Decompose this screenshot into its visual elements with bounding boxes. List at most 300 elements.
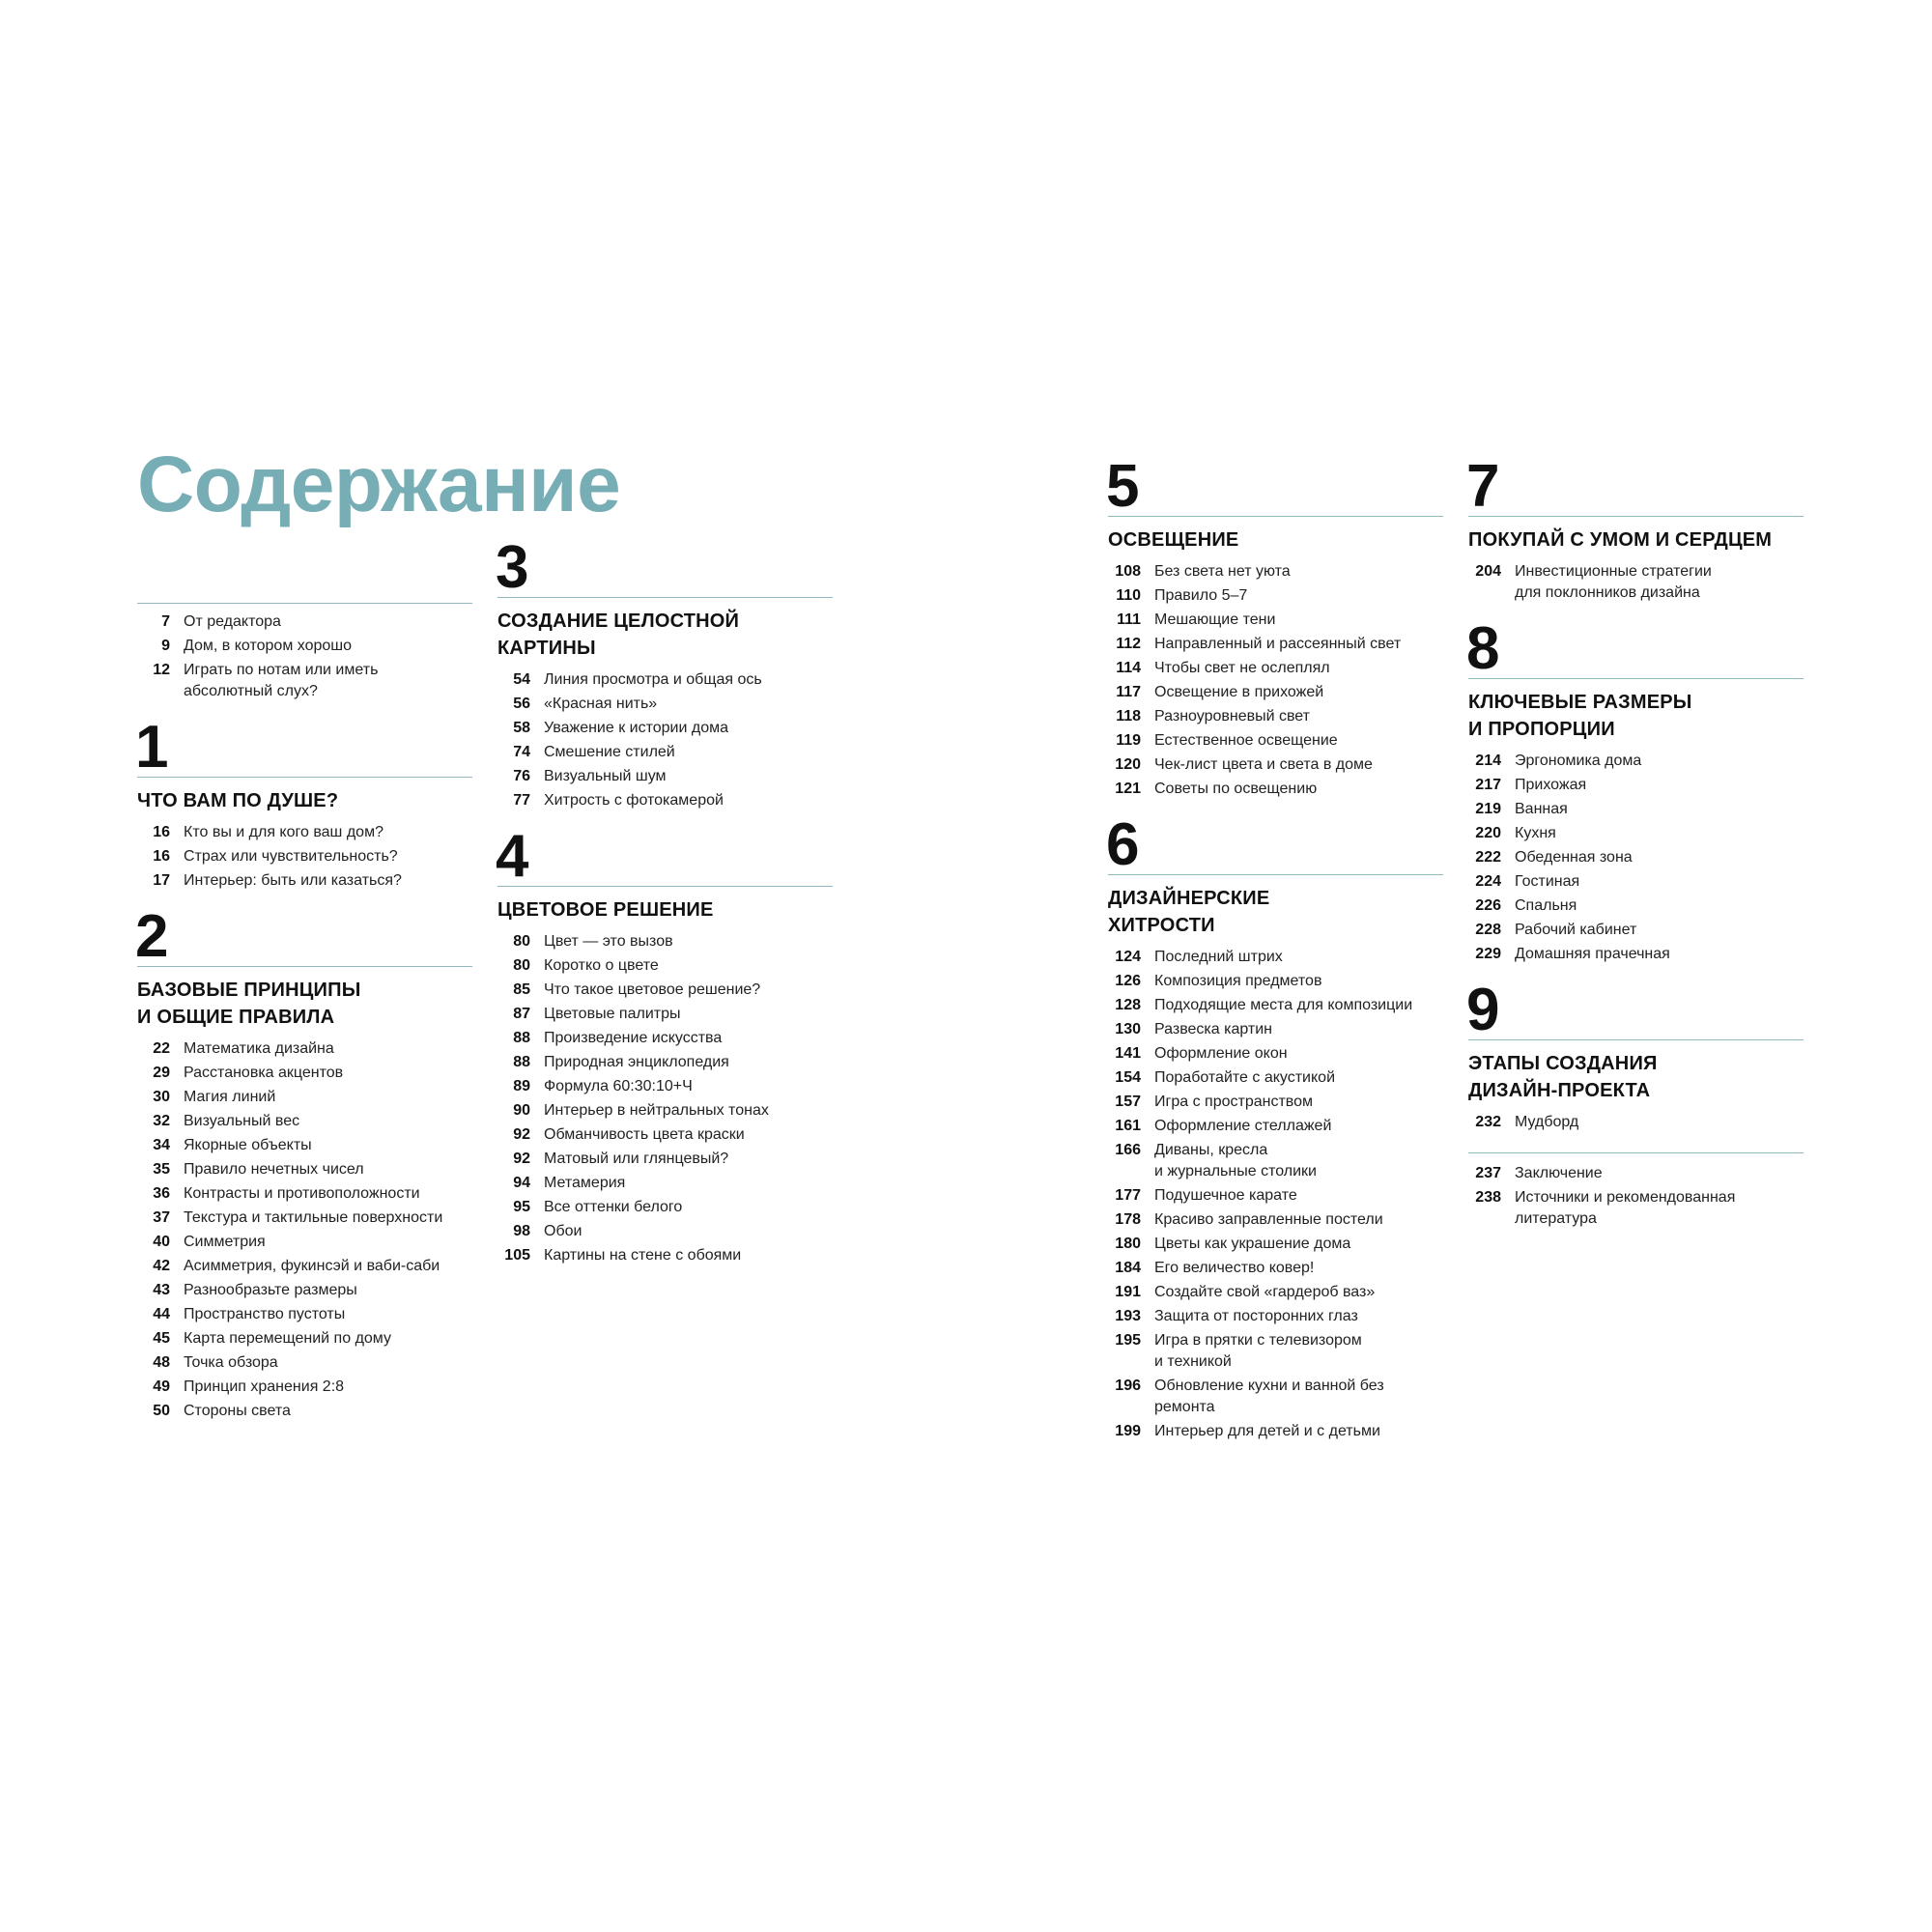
- entry-title: Смешение стилей: [544, 744, 675, 760]
- entry-title: Картины на стене с обоями: [544, 1247, 742, 1264]
- chapter-number: 5: [1106, 453, 1140, 520]
- toc-entry[interactable]: [137, 1135, 472, 1156]
- toc-entry[interactable]: [137, 1063, 472, 1084]
- entry-page-number: 226: [1475, 897, 1501, 914]
- toc-entry[interactable]: [1468, 799, 1804, 820]
- toc-entry[interactable]: [497, 1173, 833, 1194]
- chapter-title[interactable]: ДИЗАЙНЕРСКИЕ ХИТРОСТИ: [1108, 888, 1270, 936]
- entry-list: [1108, 561, 1443, 800]
- entry-page-number: 180: [1115, 1236, 1141, 1252]
- toc-entry[interactable]: [1108, 971, 1443, 992]
- entry-page-number: 220: [1475, 825, 1501, 841]
- toc-entry[interactable]: [497, 1149, 833, 1170]
- chapter-9: [1466, 977, 1804, 1133]
- entry-title: Направленный и рассеянный свет: [1154, 636, 1402, 652]
- entry-title: Магия линий: [184, 1089, 276, 1105]
- entry-page-number: 76: [513, 768, 530, 784]
- entry-page-number: 92: [513, 1151, 530, 1167]
- toc-entry[interactable]: [1108, 1330, 1443, 1373]
- entry-page-number: 22: [153, 1040, 170, 1057]
- entry-title: Пространство пустоты: [184, 1306, 346, 1322]
- toc-entry[interactable]: [137, 1232, 472, 1253]
- toc-entry[interactable]: [137, 1038, 472, 1060]
- chapter-7: [1466, 453, 1804, 604]
- entry-page-number: 89: [513, 1078, 530, 1094]
- entry-title: Расстановка акцентов: [184, 1065, 344, 1081]
- entry-list: [137, 822, 472, 892]
- entry-page-number: 54: [513, 671, 530, 688]
- toc-entry[interactable]: [1108, 1185, 1443, 1207]
- entry-page-number: 85: [513, 981, 530, 998]
- toc-entry[interactable]: [497, 790, 833, 811]
- entry-title: Интерьер для детей и с детьми: [1154, 1423, 1380, 1439]
- entry-page-number: 80: [513, 933, 530, 950]
- chapter-title[interactable]: ЧТО ВАМ ПО ДУШЕ?: [137, 790, 339, 811]
- chapter-2: [135, 903, 472, 1422]
- toc-entry[interactable]: [497, 766, 833, 787]
- chapter-number: 7: [1466, 453, 1500, 520]
- toc-entry[interactable]: [1108, 585, 1443, 607]
- entry-page-number: 16: [153, 848, 170, 865]
- toc-entry[interactable]: [1468, 775, 1804, 796]
- entry-title: Защита от посторонних глаз: [1154, 1308, 1358, 1324]
- toc-entry[interactable]: [497, 931, 833, 952]
- entry-page-number: 195: [1115, 1332, 1141, 1349]
- entry-title: Развеска картин: [1154, 1021, 1273, 1037]
- toc-entry[interactable]: [137, 846, 472, 867]
- entry-list: [1468, 561, 1804, 604]
- entry-title: Линия просмотра и общая ось: [544, 671, 762, 688]
- chapter-title[interactable]: ЭТАПЫ СОЗДАНИЯ ДИЗАЙН-ПРОЕКТА: [1468, 1053, 1658, 1101]
- toc-entry[interactable]: [1468, 847, 1804, 868]
- entry-page-number: 157: [1115, 1094, 1141, 1110]
- toc-column-3: [1106, 453, 1443, 1459]
- toc-entry[interactable]: [1108, 1116, 1443, 1137]
- entry-title: Асимметрия, фукинсэй и ваби-саби: [184, 1258, 440, 1274]
- entry-page-number: 105: [504, 1247, 530, 1264]
- entry-page-number: 128: [1115, 997, 1141, 1013]
- toc-entry[interactable]: [1108, 1282, 1443, 1303]
- chapter-title[interactable]: ЦВЕТОВОЕ РЕШЕНИЕ: [497, 899, 714, 921]
- entry-list: [137, 1038, 472, 1422]
- toc-entry[interactable]: [1108, 634, 1443, 655]
- entry-page-number: 50: [153, 1403, 170, 1419]
- entry-page-number: 48: [153, 1354, 170, 1371]
- section-divider: [1468, 1152, 1804, 1153]
- chapter-6: [1106, 811, 1443, 1442]
- entry-title: Играть по нотам или иметь абсолютный слух?: [184, 662, 379, 699]
- chapter-number: 2: [135, 903, 169, 970]
- entry-page-number: 121: [1115, 781, 1141, 797]
- section-divider: [137, 603, 472, 604]
- entry-list: [1468, 1112, 1804, 1133]
- entry-title: Обои: [544, 1223, 582, 1239]
- entry-title: Симметрия: [184, 1234, 266, 1250]
- entry-title: Оформление стеллажей: [1154, 1118, 1332, 1134]
- entry-page-number: 224: [1475, 873, 1501, 890]
- entry-list: [1468, 751, 1804, 965]
- entry-title: Чек-лист цвета и света в доме: [1154, 756, 1373, 773]
- toc-entry[interactable]: [1108, 658, 1443, 679]
- chapter-number: 9: [1466, 977, 1500, 1043]
- entry-title: Кто вы и для кого ваш дом?: [184, 824, 384, 840]
- entry-title: Эргономика дома: [1515, 753, 1642, 769]
- entry-title: Все оттенки белого: [544, 1199, 683, 1215]
- entry-title: От редактора: [184, 613, 281, 630]
- toc-entry[interactable]: [497, 1197, 833, 1218]
- entry-title: Естественное освещение: [1154, 732, 1338, 749]
- entry-title: Визуальный вес: [184, 1113, 300, 1129]
- entry-page-number: 7: [161, 613, 170, 630]
- entry-list: [497, 669, 833, 811]
- toc-entry[interactable]: [1108, 682, 1443, 703]
- entry-title: Рабочий кабинет: [1515, 922, 1637, 938]
- entry-title: Обновление кухни и ванной без ремонта: [1154, 1378, 1384, 1415]
- toc-entry[interactable]: [137, 1159, 472, 1180]
- entry-page-number: 9: [161, 638, 170, 654]
- intro-section: [137, 603, 472, 702]
- chapter-divider: [1468, 1039, 1804, 1040]
- entry-page-number: 98: [513, 1223, 530, 1239]
- entry-page-number: 43: [153, 1282, 170, 1298]
- toc-entry[interactable]: [1108, 561, 1443, 582]
- entry-page-number: 119: [1116, 732, 1141, 749]
- entry-page-number: 80: [513, 957, 530, 974]
- chapter-divider: [1468, 516, 1804, 517]
- toc-entry[interactable]: [1468, 751, 1804, 772]
- toc-entry[interactable]: [1108, 1306, 1443, 1327]
- toc-entry[interactable]: [1108, 730, 1443, 752]
- entry-page-number: 118: [1116, 708, 1141, 724]
- entry-title: Цвет — это вызов: [544, 933, 673, 950]
- entry-page-number: 117: [1116, 684, 1141, 700]
- toc-column-1: [137, 603, 472, 1438]
- entry-title: Правило нечетных чисел: [184, 1161, 364, 1178]
- entry-page-number: 228: [1475, 922, 1501, 938]
- entry-page-number: 191: [1115, 1284, 1141, 1300]
- chapter-divider: [1108, 516, 1443, 517]
- chapter-number: 3: [496, 534, 529, 601]
- entry-title: Поработайте с акустикой: [1154, 1069, 1336, 1086]
- toc-entry[interactable]: [1108, 1019, 1443, 1040]
- toc-entry[interactable]: [1468, 871, 1804, 893]
- entry-page-number: 219: [1475, 801, 1501, 817]
- toc-entry[interactable]: [1108, 947, 1443, 968]
- toc-entry[interactable]: [1108, 995, 1443, 1016]
- entry-page-number: 110: [1116, 587, 1141, 604]
- entry-title: Правило 5–7: [1154, 587, 1248, 604]
- chapter-3: [496, 534, 833, 811]
- entry-page-number: 237: [1475, 1165, 1501, 1181]
- entry-title: Создайте свой «гардероб ваз»: [1154, 1284, 1376, 1300]
- chapter-5: [1106, 453, 1443, 800]
- entry-page-number: 29: [153, 1065, 170, 1081]
- entry-page-number: 120: [1115, 756, 1141, 773]
- chapter-8: [1466, 615, 1804, 965]
- entry-page-number: 88: [513, 1030, 530, 1046]
- entry-page-number: 154: [1115, 1069, 1141, 1086]
- toc-entry[interactable]: [497, 718, 833, 739]
- entry-title: Метамерия: [544, 1175, 626, 1191]
- toc-entry[interactable]: [1468, 1187, 1804, 1230]
- page-title: Содержание: [137, 440, 621, 528]
- toc-entry[interactable]: [1108, 754, 1443, 776]
- entry-page-number: 87: [513, 1006, 530, 1022]
- entry-page-number: 114: [1116, 660, 1141, 676]
- entry-title: Оформление окон: [1154, 1045, 1288, 1062]
- entry-page-number: 196: [1115, 1378, 1141, 1394]
- toc-entry[interactable]: [1468, 561, 1804, 604]
- entry-title: Уважение к истории дома: [544, 720, 728, 736]
- entry-title: Стороны света: [184, 1403, 291, 1419]
- entry-title: Матовый или глянцевый?: [544, 1151, 729, 1167]
- entry-list: [1468, 1163, 1804, 1230]
- toc-entry[interactable]: [497, 1028, 833, 1049]
- entry-title: Цветовые палитры: [544, 1006, 681, 1022]
- entry-page-number: 214: [1475, 753, 1501, 769]
- entry-page-number: 108: [1115, 563, 1141, 580]
- toc-entry[interactable]: [137, 636, 472, 657]
- entry-title: Подушечное карате: [1154, 1187, 1297, 1204]
- entry-page-number: 12: [153, 662, 170, 678]
- entry-title: Текстура и тактильные поверхности: [184, 1209, 443, 1226]
- toc-column-4: [1466, 453, 1804, 1246]
- toc-entry[interactable]: [137, 1208, 472, 1229]
- toc-entry[interactable]: [1108, 1376, 1443, 1418]
- toc-entry[interactable]: [137, 870, 472, 892]
- entry-page-number: 217: [1475, 777, 1501, 793]
- toc-entry[interactable]: [497, 1100, 833, 1122]
- entry-page-number: 45: [153, 1330, 170, 1347]
- toc-entry[interactable]: [1108, 1140, 1443, 1182]
- entry-page-number: 166: [1115, 1142, 1141, 1158]
- entry-page-number: 77: [513, 792, 530, 809]
- toc-entry[interactable]: [137, 1401, 472, 1422]
- entry-title: Контрасты и противоположности: [184, 1185, 420, 1202]
- entry-title: Цветы как украшение дома: [1154, 1236, 1351, 1252]
- entry-title: Хитрость с фотокамерой: [544, 792, 724, 809]
- entry-title: Игра в прятки с телевизором и техникой: [1154, 1332, 1362, 1370]
- entry-page-number: 177: [1115, 1187, 1141, 1204]
- entry-page-number: 161: [1115, 1118, 1141, 1134]
- toc-entry[interactable]: [497, 1004, 833, 1025]
- entry-page-number: 94: [513, 1175, 530, 1191]
- entry-title: Советы по освещению: [1154, 781, 1318, 797]
- toc-entry[interactable]: [1468, 920, 1804, 941]
- entry-title: Последний штрих: [1154, 949, 1283, 965]
- entry-page-number: 32: [153, 1113, 170, 1129]
- entry-title: Спальня: [1515, 897, 1577, 914]
- entry-title: Освещение в прихожей: [1154, 684, 1324, 700]
- entry-title: Диваны, кресла и журнальные столики: [1154, 1142, 1317, 1179]
- toc-entry[interactable]: [137, 660, 472, 702]
- entry-page-number: 238: [1475, 1189, 1501, 1206]
- chapter-divider: [497, 886, 833, 887]
- entry-title: Что такое цветовое решение?: [544, 981, 761, 998]
- entry-title: Мешающие тени: [1154, 611, 1276, 628]
- entry-page-number: 229: [1475, 946, 1501, 962]
- entry-page-number: 92: [513, 1126, 530, 1143]
- entry-title: Точка обзора: [184, 1354, 278, 1371]
- toc-entry[interactable]: [497, 742, 833, 763]
- chapter-divider: [1108, 874, 1443, 875]
- toc-entry[interactable]: [1108, 1234, 1443, 1255]
- chapter-number: 6: [1106, 811, 1140, 878]
- entry-page-number: 44: [153, 1306, 170, 1322]
- entry-page-number: 56: [513, 696, 530, 712]
- toc-entry[interactable]: [137, 1304, 472, 1325]
- toc-entry[interactable]: [1468, 895, 1804, 917]
- entry-title: Чтобы свет не ослеплял: [1154, 660, 1330, 676]
- entry-title: Разнообразьте размеры: [184, 1282, 357, 1298]
- entry-title: Прихожая: [1515, 777, 1587, 793]
- toc-entry[interactable]: [1108, 1067, 1443, 1089]
- entry-title: Интерьер в нейтральных тонах: [544, 1102, 769, 1119]
- entry-page-number: 141: [1115, 1045, 1141, 1062]
- chapter-divider: [1468, 678, 1804, 679]
- chapter-title[interactable]: ПОКУПАЙ С УМОМ И СЕРДЦЕМ: [1468, 529, 1773, 551]
- toc-entry[interactable]: [497, 1052, 833, 1073]
- entry-title: Источники и рекомендованная литература: [1515, 1189, 1736, 1227]
- toc-entry[interactable]: [497, 1076, 833, 1097]
- entry-title: Кухня: [1515, 825, 1556, 841]
- entry-page-number: 232: [1475, 1114, 1501, 1130]
- entry-title: Дом, в котором хорошо: [184, 638, 353, 654]
- entry-list: [497, 931, 833, 1266]
- toc-entry[interactable]: [137, 1183, 472, 1205]
- entry-page-number: 204: [1475, 563, 1501, 580]
- entry-title: Обманчивость цвета краски: [544, 1126, 745, 1143]
- entry-page-number: 40: [153, 1234, 170, 1250]
- entry-page-number: 112: [1116, 636, 1141, 652]
- entry-page-number: 30: [153, 1089, 170, 1105]
- entry-title: Красиво заправленные постели: [1154, 1211, 1383, 1228]
- entry-title: Страх или чувствительность?: [184, 848, 398, 865]
- toc-entry[interactable]: [1108, 610, 1443, 631]
- entry-title: Мудборд: [1515, 1114, 1579, 1130]
- entry-page-number: 199: [1115, 1423, 1141, 1439]
- entry-title: Математика дизайна: [184, 1040, 334, 1057]
- entry-title: Карта перемещений по дому: [184, 1330, 391, 1347]
- entry-page-number: 178: [1115, 1211, 1141, 1228]
- chapter-4: [496, 823, 833, 1266]
- closing-section: [1468, 1152, 1804, 1230]
- chapter-title[interactable]: КЛЮЧЕВЫЕ РАЗМЕРЫ И ПРОПОРЦИИ: [1468, 692, 1692, 740]
- toc-entry[interactable]: [1108, 1092, 1443, 1113]
- toc-column-2: [496, 534, 833, 1283]
- toc-entry[interactable]: [1108, 1043, 1443, 1065]
- toc-entry[interactable]: [497, 980, 833, 1001]
- toc-entry[interactable]: [497, 1124, 833, 1146]
- entry-page-number: 95: [513, 1199, 530, 1215]
- entry-page-number: 111: [1117, 611, 1141, 628]
- toc-entry[interactable]: [137, 1328, 472, 1350]
- toc-entry[interactable]: [137, 1111, 472, 1132]
- entry-title: Интерьер: быть или казаться?: [184, 872, 402, 889]
- entry-title: Принцип хранения 2:8: [184, 1378, 345, 1395]
- entry-title: Обеденная зона: [1515, 849, 1633, 866]
- toc-entry[interactable]: [1108, 706, 1443, 727]
- entry-page-number: 35: [153, 1161, 170, 1178]
- entry-page-number: 184: [1115, 1260, 1141, 1276]
- chapter-title[interactable]: ОСВЕЩЕНИЕ: [1108, 529, 1239, 551]
- chapter-divider: [497, 597, 833, 598]
- entry-page-number: 16: [153, 824, 170, 840]
- chapter-number: 8: [1466, 615, 1500, 682]
- chapter-1: [135, 714, 472, 892]
- entry-title: Инвестиционные стратегии для поклонников дизайна: [1515, 563, 1712, 601]
- toc-entry[interactable]: [137, 1377, 472, 1398]
- entry-page-number: 126: [1115, 973, 1141, 989]
- entry-title: Его величество ковер!: [1154, 1260, 1315, 1276]
- entry-list: [1108, 947, 1443, 1442]
- toc-entry[interactable]: [1108, 1421, 1443, 1442]
- toc-entry[interactable]: [137, 611, 472, 633]
- entry-page-number: 124: [1115, 949, 1141, 965]
- chapter-divider: [137, 966, 472, 967]
- toc-entry[interactable]: [497, 1221, 833, 1242]
- entry-title: Визуальный шум: [544, 768, 667, 784]
- toc-entry[interactable]: [137, 1352, 472, 1374]
- entry-title: Композиция предметов: [1154, 973, 1322, 989]
- entry-title: Заключение: [1515, 1165, 1603, 1181]
- toc-entry[interactable]: [1108, 1209, 1443, 1231]
- entry-title: Без света нет уюта: [1154, 563, 1291, 580]
- entry-title: Природная энциклопедия: [544, 1054, 729, 1070]
- toc-entry[interactable]: [497, 669, 833, 691]
- chapter-title[interactable]: СОЗДАНИЕ ЦЕЛОСТНОЙ КАРТИНЫ: [497, 611, 740, 659]
- toc-entry[interactable]: [137, 1256, 472, 1277]
- entry-title: Произведение искусства: [544, 1030, 723, 1046]
- entry-page-number: 58: [513, 720, 530, 736]
- chapter-number: 1: [135, 714, 169, 781]
- entry-page-number: 74: [513, 744, 530, 760]
- entry-title: Гостиная: [1515, 873, 1580, 890]
- entry-title: «Красная нить»: [544, 696, 658, 712]
- toc-entry[interactable]: [137, 822, 472, 843]
- entry-title: Ванная: [1515, 801, 1568, 817]
- entry-page-number: 37: [153, 1209, 170, 1226]
- entry-title: Игра с пространством: [1154, 1094, 1313, 1110]
- toc-entry[interactable]: [1108, 779, 1443, 800]
- entry-page-number: 42: [153, 1258, 170, 1274]
- chapter-title[interactable]: БАЗОВЫЕ ПРИНЦИПЫ И ОБЩИЕ ПРАВИЛА: [137, 980, 361, 1028]
- entry-list: [137, 611, 472, 702]
- toc-entry[interactable]: [1468, 1112, 1804, 1133]
- toc-entry[interactable]: [497, 1245, 833, 1266]
- toc-entry[interactable]: [1468, 823, 1804, 844]
- entry-page-number: 17: [153, 872, 170, 889]
- toc-entry[interactable]: [497, 955, 833, 977]
- toc-entry[interactable]: [137, 1087, 472, 1108]
- entry-page-number: 90: [513, 1102, 530, 1119]
- toc-entry[interactable]: [497, 694, 833, 715]
- chapter-number: 4: [496, 823, 529, 890]
- entry-page-number: 36: [153, 1185, 170, 1202]
- toc-entry[interactable]: [1108, 1258, 1443, 1279]
- toc-entry[interactable]: [1468, 944, 1804, 965]
- entry-page-number: 193: [1115, 1308, 1141, 1324]
- entry-page-number: 34: [153, 1137, 170, 1153]
- entry-page-number: 49: [153, 1378, 170, 1395]
- entry-page-number: 130: [1115, 1021, 1141, 1037]
- entry-title: Формула 60:30:10+Ч: [544, 1078, 693, 1094]
- entry-title: Домашняя прачечная: [1515, 946, 1670, 962]
- toc-entry[interactable]: [137, 1280, 472, 1301]
- toc-entry[interactable]: [1468, 1163, 1804, 1184]
- entry-title: Разноуровневый свет: [1154, 708, 1310, 724]
- entry-page-number: 222: [1475, 849, 1501, 866]
